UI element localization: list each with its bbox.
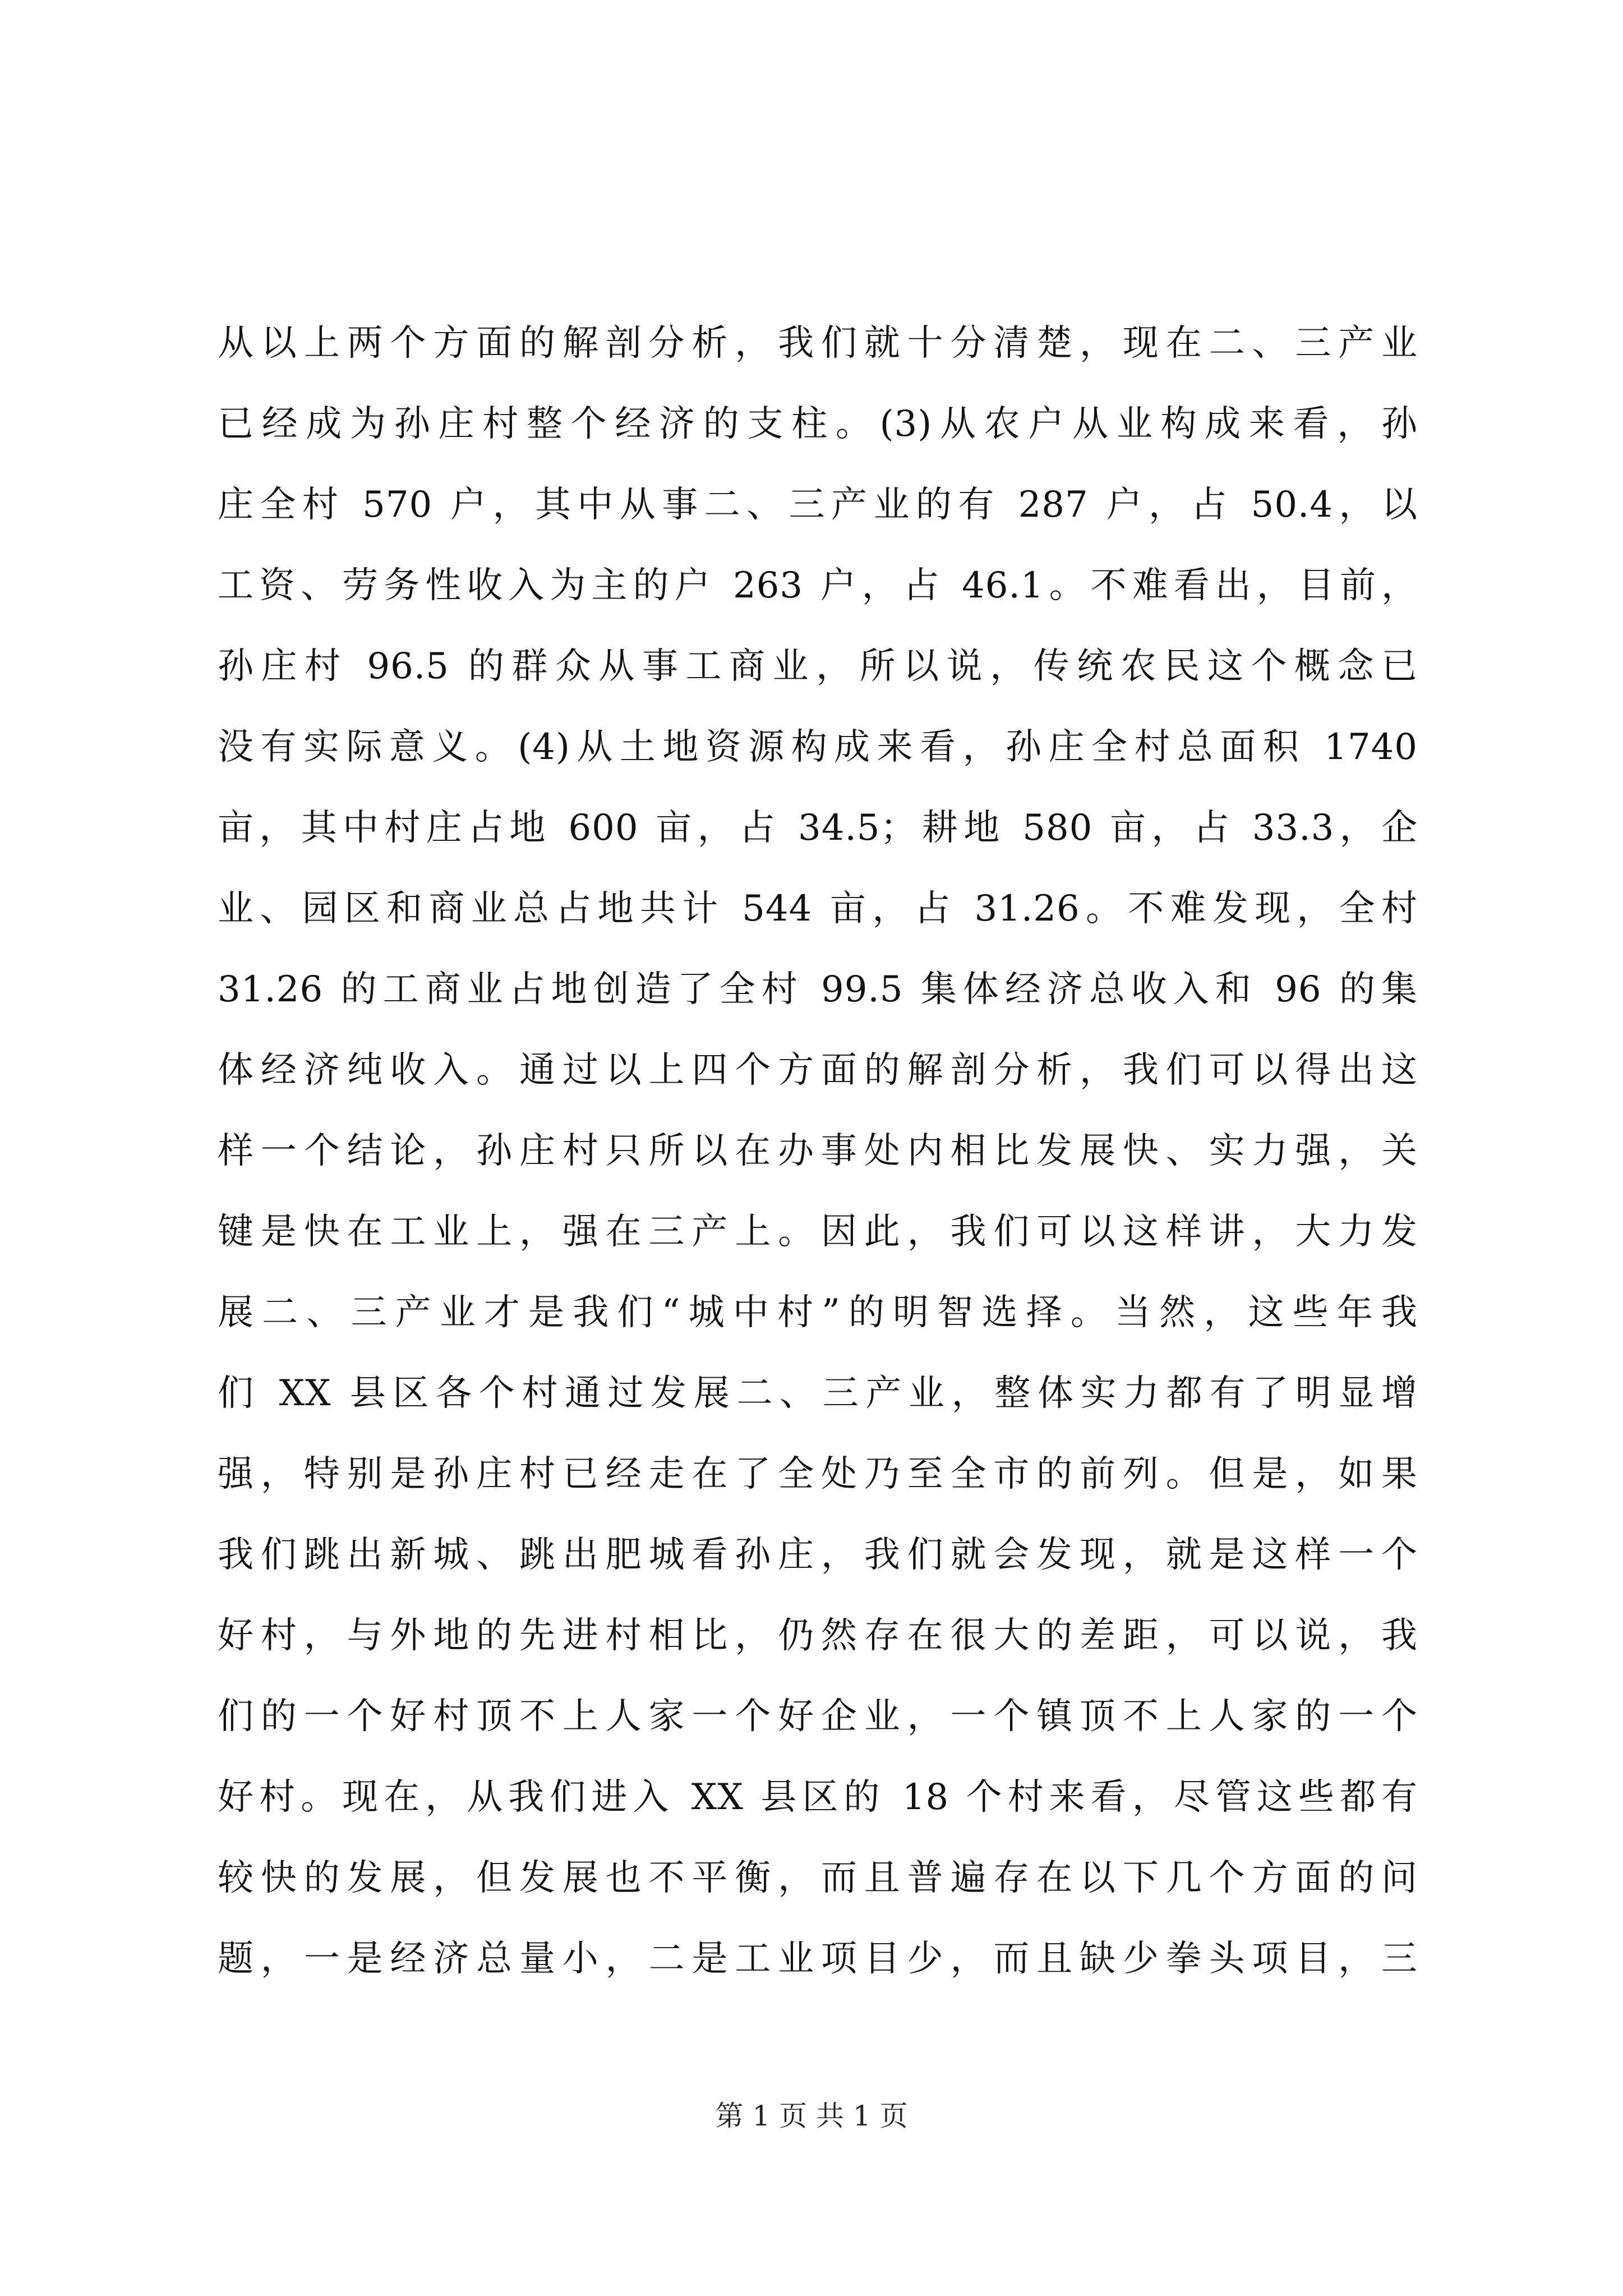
text-line-9: 31.26 的工商业占地创造了全村 99.5 集体经济总收入和 96 的集: [218, 969, 1418, 1010]
text-line-1: 从以上两个方面的解剖分析，我们就十分清楚，现在二、三产业: [218, 323, 1418, 364]
text-line-13: 展二、三产业才是我们“城中村”的明智选择。当然，这些年我: [218, 1292, 1418, 1333]
text-line-17: 好村，与外地的先进村相比，仍然存在很大的差距，可以说，我: [218, 1615, 1418, 1657]
text-line-21: 题，一是经济总量小，二是工业项目少，而且缺少拳头项目，三: [218, 1938, 1418, 1980]
text-line-20: 较快的发展，但发展也不平衡，而且普遍存在以下几个方面的问: [218, 1857, 1418, 1899]
text-line-15: 强，特别是孙庄村已经走在了全处乃至全市的前列。但是，如果: [218, 1453, 1418, 1495]
text-line-11: 样一个结论，孙庄村只所以在办事处内相比发展快、实力强，关: [218, 1130, 1418, 1172]
text-line-7: 亩，其中村庄占地 600 亩，占 34.5；耕地 580 亩，占 33.3，企: [218, 807, 1418, 849]
text-line-14: 们 XX 县区各个村通过发展二、三产业，整体实力都有了明显增: [218, 1373, 1418, 1414]
text-line-12: 键是快在工业上，强在三产上。因此，我们可以这样讲，大力发: [218, 1211, 1418, 1253]
body-paragraph: [218, 303, 1418, 1999]
page-footer: 第 1 页 共 1 页: [715, 2100, 908, 2132]
text-line-3: 庄全村 570 户，其中从事二、三产业的有 287 户，占 50.4，以: [218, 484, 1418, 526]
text-line-6: 没有实际意义。(4)从土地资源构成来看，孙庄全村总面积 1740: [218, 726, 1418, 768]
text-line-16: 我们跳出新城、跳出肥城看孙庄，我们就会发现，就是这样一个: [218, 1534, 1418, 1576]
text-line-19: 好村。现在，从我们进入 XX 县区的 18 个村来看，尽管这些都有: [218, 1777, 1418, 1818]
text-line-4: 工资、劳务性收入为主的户 263 户，占 46.1。不难看出，目前，: [218, 565, 1418, 606]
text-line-5: 孙庄村 96.5 的群众从事工商业，所以说，传统农民这个概念已: [218, 646, 1418, 687]
text-line-8: 业、园区和商业总占地共计 544 亩，占 31.26。不难发现，全村: [218, 888, 1418, 930]
text-line-18: 们的一个好村顶不上人家一个好企业，一个镇顶不上人家的一个: [218, 1696, 1418, 1737]
text-line-10: 体经济纯收入。通过以上四个方面的解剖分析，我们可以得出这: [218, 1050, 1418, 1091]
text-line-2: 已经成为孙庄村整个经济的支柱。(3)从农户从业构成来看，孙: [218, 403, 1418, 445]
